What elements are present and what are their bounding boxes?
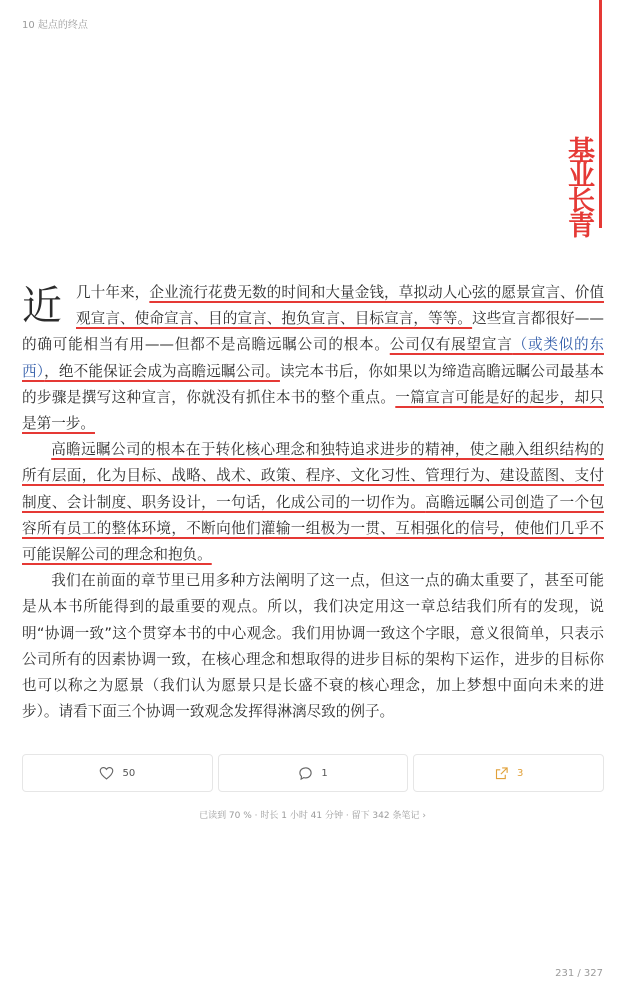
comment-count: 1	[321, 767, 328, 779]
chapter-title: 10 起点的终点	[22, 20, 88, 31]
highlight-5[interactable]: 高瞻远瞩公司创造了一个包容所有员工的整体环境，不断向他们灌输一组极为一贯、互相强化的信号，使他们几乎不可能误解公司的理念和抱负。	[22, 493, 604, 564]
highlight-text: 公司仅有展望宣言	[389, 336, 513, 354]
reading-stats-link[interactable]: 已读到 70 % · 时长 1 小时 41 分钟 · 留下 342 条笔记 ›	[199, 811, 426, 821]
highlight-4[interactable]: 高瞻远瞩公司的根本在于转化核心理念和独特追求进步的精神，使之融入组织结构的所有层面，化为目标、战略、战术、政策、程序、文化习性、管理行为、建设蓝图、支付制度、会计制度、职务设计，一句话，化成公司的一切作为。	[22, 441, 604, 511]
comment-button[interactable]	[218, 754, 409, 792]
highlight-1[interactable]: 企业流行花费无数的时间和大量金钱，草拟动人心弦的愿景宣言、价值观宣言、使命宣言、目的宣言、抱负宣言、目标宣言，等等。	[76, 284, 604, 328]
paragraph-2	[22, 437, 604, 568]
page-number: 231 / 327	[555, 968, 603, 979]
like-count: 50	[122, 767, 136, 779]
highlight-3[interactable]: 一篇宣言可能是好的起步，却只是第一步。	[22, 388, 604, 433]
book-brand-logo: 基业长青	[563, 136, 594, 236]
text-span: 几十年来，	[76, 284, 150, 301]
paragraph-3: 我们在前面的章节里已用多种方法阐明了这一点，但这一点的确太重要了，甚至可能是从本书所能得到的最重要的观点。所以，我们决定用这一章总结我们所有的发现，说明“协调一致”这个贯穿本书的中心观念。我们用协调一致这个字眼，意义很简单，只表示公司所有的因素协调一致，在核心理念和想取得的进步目标的架构下运作，进步的目标你也可以称之为愿景（我们认为愿景只是长盛不衰的核心理念，加上梦想中面向未来的进步）。请看下面三个协调一致观念发挥得淋漓尽致的例子。	[22, 572, 604, 721]
like-button[interactable]	[22, 754, 213, 792]
paragraph-1	[22, 280, 604, 437]
share-button[interactable]	[413, 754, 604, 792]
reading-content	[22, 280, 604, 725]
text-span: 这些宣言都很好——的确可能相当有用——但都不是高瞻远瞩公司的根本。	[22, 310, 604, 354]
share-icon	[494, 766, 509, 781]
action-bar	[22, 754, 604, 792]
comment-bubble-icon	[298, 766, 313, 781]
highlight-text-blue: （或类似的东西）	[22, 336, 604, 380]
brand-accent-bar	[599, 0, 602, 228]
share-count: 3	[516, 767, 524, 779]
drop-cap: 近	[22, 283, 62, 329]
highlight-text: ，绝不能保证会成为高瞻远瞩公司。	[44, 362, 280, 380]
heart-icon	[99, 766, 114, 780]
text-span: 读完本书后，你如果以为缔造高瞻远瞩公司最基本的步骤是撰写这种宣言，你就没有抓住本书的整个重点。	[22, 362, 604, 406]
